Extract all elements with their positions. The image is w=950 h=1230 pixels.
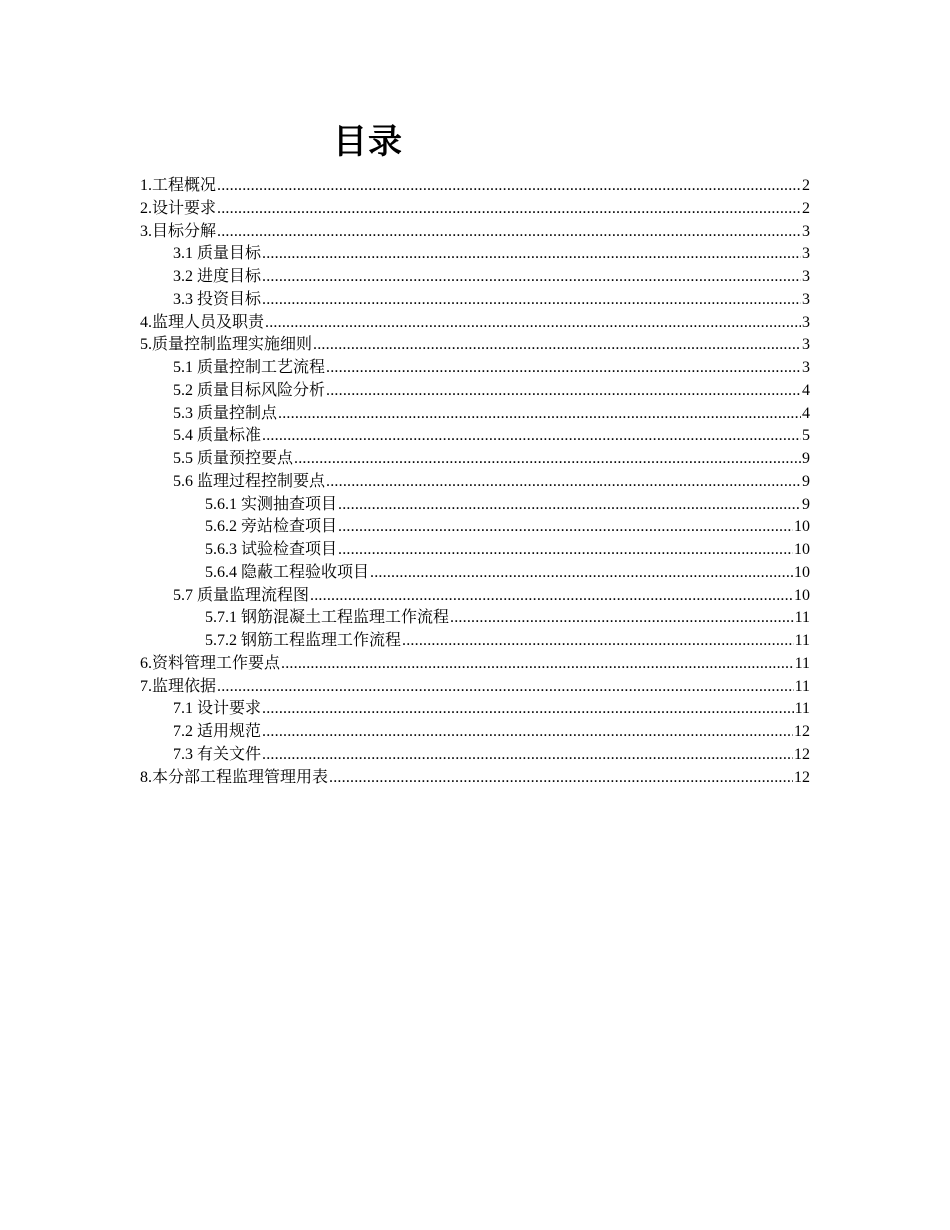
toc-entry-label: 5.1 质量控制工艺流程 xyxy=(173,359,326,376)
toc-entry-label: 5.7.1 钢筋混凝土工程监理工作流程 xyxy=(205,609,450,627)
toc-entry-page-number: 10 xyxy=(794,563,810,581)
toc-entry-page-number: 4 xyxy=(802,404,810,422)
toc-entry-label: 8.本分部工程监理管理用表 xyxy=(140,768,329,786)
toc-entry-label: 1.工程概况 xyxy=(140,177,217,194)
toc-entry[interactable] xyxy=(140,403,810,426)
toc-entry[interactable] xyxy=(140,585,810,608)
toc-dot-leader xyxy=(329,767,793,790)
toc-entry-page-number: 2 xyxy=(802,177,810,194)
toc-entry-label: 3.1 质量目标 xyxy=(173,245,262,263)
page-title: 目录 xyxy=(333,122,403,162)
toc-dot-leader xyxy=(262,425,801,448)
toc-entry[interactable] xyxy=(140,653,810,676)
toc-entry-page-number: 11 xyxy=(794,677,810,695)
toc-entry[interactable] xyxy=(140,562,810,585)
toc-entry-page-number: 3 xyxy=(802,245,810,263)
toc-entry[interactable] xyxy=(140,425,810,448)
toc-dot-leader xyxy=(262,266,801,289)
toc-entry[interactable] xyxy=(140,676,810,699)
toc-entry-label: 7.监理依据 xyxy=(140,677,217,695)
toc-entry-label: 5.质量控制监理实施细则 xyxy=(140,336,313,354)
toc-entry-label: 3.目标分解 xyxy=(140,222,217,240)
toc-dot-leader xyxy=(217,198,801,221)
toc-dot-leader xyxy=(326,471,801,494)
toc-entry-page-number: 2 xyxy=(802,199,810,217)
toc-entry-label: 5.2 质量目标风险分析 xyxy=(173,381,326,399)
toc-entry-label: 6.资料管理工作要点 xyxy=(140,654,281,672)
toc-entry[interactable] xyxy=(140,357,810,380)
toc-entry[interactable] xyxy=(140,289,810,312)
toc-entry[interactable] xyxy=(140,744,810,767)
toc-entry-page-number: 3 xyxy=(802,268,810,285)
toc-entry-page-number: 3 xyxy=(802,336,810,354)
toc-entry[interactable] xyxy=(140,312,810,335)
toc-entry-page-number: 3 xyxy=(802,222,810,240)
toc-dot-leader xyxy=(313,334,801,357)
toc-dot-leader xyxy=(370,562,793,585)
toc-entry[interactable] xyxy=(140,380,810,403)
toc-entry-label: 5.6 监理过程控制要点 xyxy=(173,472,326,490)
toc-entry-page-number: 9 xyxy=(802,495,810,513)
toc-entry[interactable] xyxy=(140,266,810,289)
toc-entry-page-number: 3 xyxy=(802,313,810,331)
toc-entry-page-number: 11 xyxy=(794,632,810,649)
toc-entry-page-number: 11 xyxy=(794,700,810,718)
toc-entry-page-number: 12 xyxy=(794,768,810,786)
toc-entry-label: 4.监理人员及职责 xyxy=(140,313,265,331)
toc-entry[interactable] xyxy=(140,243,810,266)
toc-entry[interactable] xyxy=(140,221,810,244)
toc-entry[interactable] xyxy=(140,630,810,653)
toc-dot-leader xyxy=(262,243,801,266)
toc-entry-page-number: 9 xyxy=(802,450,810,467)
toc-entry-page-number: 12 xyxy=(794,745,810,763)
toc-entry-label: 5.7.2 钢筋工程监理工作流程 xyxy=(205,632,402,649)
toc-entry-page-number: 3 xyxy=(802,359,810,376)
toc-entry-label: 3.2 进度目标 xyxy=(173,268,262,285)
toc-entry[interactable] xyxy=(140,175,810,198)
toc-entry-page-number: 3 xyxy=(802,290,810,308)
toc-entry[interactable] xyxy=(140,539,810,562)
toc-entry-label: 2.设计要求 xyxy=(140,199,217,217)
toc-entry-label: 5.6.1 实测抽查项目 xyxy=(205,495,338,513)
toc-dot-leader xyxy=(326,380,801,403)
toc-entry[interactable] xyxy=(140,698,810,721)
toc-entry-label: 7.2 适用规范 xyxy=(173,723,262,740)
toc-entry-label: 7.1 设计要求 xyxy=(173,700,262,718)
toc-dot-leader xyxy=(402,630,794,653)
toc-entry[interactable] xyxy=(140,516,810,539)
toc-entry-page-number: 9 xyxy=(802,472,810,490)
toc-entry-page-number: 11 xyxy=(794,654,810,672)
toc-entry-label: 3.3 投资目标 xyxy=(173,290,262,308)
toc-dot-leader xyxy=(262,698,794,721)
toc-entry-page-number: 10 xyxy=(794,586,810,604)
toc-dot-leader xyxy=(262,721,793,744)
table-of-contents xyxy=(140,175,810,789)
toc-entry[interactable] xyxy=(140,471,810,494)
toc-dot-leader xyxy=(262,289,801,312)
toc-dot-leader xyxy=(217,676,794,699)
toc-dot-leader xyxy=(338,494,801,517)
toc-dot-leader xyxy=(217,175,801,198)
toc-entry-label: 5.6.3 试验检查项目 xyxy=(205,541,338,558)
toc-dot-leader xyxy=(262,744,793,767)
toc-entry-page-number: 10 xyxy=(794,518,810,536)
toc-entry-label: 7.3 有关文件 xyxy=(173,745,262,763)
toc-dot-leader xyxy=(265,312,801,335)
toc-dot-leader xyxy=(294,448,801,471)
toc-dot-leader xyxy=(278,403,801,426)
toc-entry-label: 5.3 质量控制点 xyxy=(173,404,278,422)
toc-dot-leader xyxy=(217,221,801,244)
toc-dot-leader xyxy=(338,539,793,562)
toc-entry[interactable] xyxy=(140,607,810,630)
toc-dot-leader xyxy=(310,585,793,608)
toc-entry[interactable] xyxy=(140,448,810,471)
toc-entry[interactable] xyxy=(140,198,810,221)
toc-entry[interactable] xyxy=(140,721,810,744)
toc-dot-leader xyxy=(326,357,801,380)
toc-entry-page-number: 11 xyxy=(794,609,810,627)
toc-entry-label: 5.4 质量标准 xyxy=(173,427,262,445)
toc-entry-label: 5.6.2 旁站检查项目 xyxy=(205,518,338,536)
toc-dot-leader xyxy=(281,653,794,676)
toc-entry-label: 5.5 质量预控要点 xyxy=(173,450,294,467)
toc-entry-label: 5.6.4 隐蔽工程验收项目 xyxy=(205,563,370,581)
toc-entry-page-number: 5 xyxy=(802,427,810,445)
toc-entry-label: 5.7 质量监理流程图 xyxy=(173,586,310,604)
toc-entry-page-number: 12 xyxy=(794,723,810,740)
toc-dot-leader xyxy=(450,607,794,630)
toc-entry-page-number: 10 xyxy=(794,541,810,558)
toc-entry[interactable] xyxy=(140,767,810,790)
toc-dot-leader xyxy=(338,516,793,539)
toc-entry[interactable] xyxy=(140,334,810,357)
toc-entry[interactable] xyxy=(140,494,810,517)
toc-entry-page-number: 4 xyxy=(802,381,810,399)
